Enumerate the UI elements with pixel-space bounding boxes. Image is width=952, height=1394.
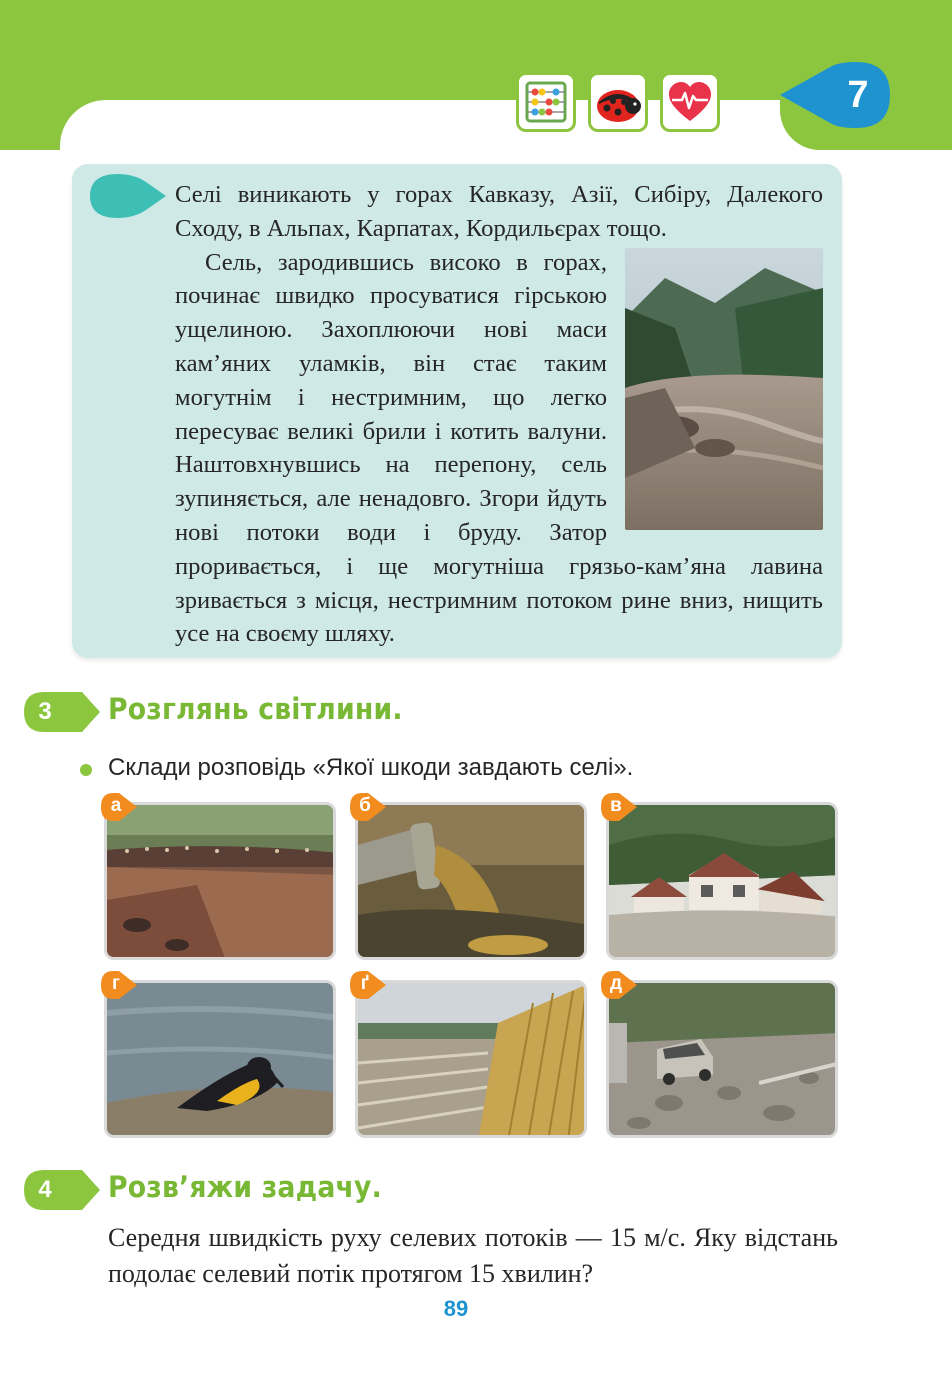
photo-label-g: г bbox=[112, 973, 120, 994]
bullet-icon bbox=[80, 764, 92, 776]
info-marker bbox=[88, 172, 168, 220]
task-3-instruction: Склади розповідь «Якої шкоди завдають селі». bbox=[108, 754, 634, 781]
info-text bbox=[175, 178, 823, 651]
photo-v bbox=[606, 802, 838, 960]
info-paragraph-1: Селі виникають у горах Кавказу, Азії, Сибіру, Далекого Сходу, в Альпах, Карпатах, Кордильєрах тощо. bbox=[175, 181, 823, 242]
chapter-number: 7 bbox=[847, 74, 869, 116]
mudflow-photo bbox=[625, 248, 823, 530]
photo-label-a: а bbox=[110, 795, 122, 816]
photo-label-d: д bbox=[609, 973, 623, 994]
page-number: 89 bbox=[443, 1296, 469, 1321]
task-4-number: 4 bbox=[38, 1176, 52, 1203]
photo-g bbox=[104, 980, 336, 1138]
task-3-title: Розглянь світлини. bbox=[108, 692, 403, 726]
abacus-icon bbox=[516, 72, 576, 132]
ladybug-icon bbox=[588, 72, 648, 132]
heart-pulse-icon bbox=[660, 72, 720, 132]
task-4-title: Розв’яжи задачу. bbox=[108, 1170, 382, 1204]
task-3-number: 3 bbox=[38, 698, 52, 725]
photo-b bbox=[355, 802, 587, 960]
info-paragraph-2: Сель, зародившись високо в горах, починає швидко просуватися гірською ущелиною. Захоплюючи нові маси кам’яних уламків, він стає таким могутнім і нестримним, що легко пересуває великі брили і котить валуни. Наштовхнувшись на перепону, сель зупиняється, але ненадовго. Згори йдуть нові потоки води і бруду. Затор проривається, і ще могутніша грязьо-кам’яна лавина зривається з місця, нестримним потоком рине вниз, нищить усе на своєму шляху. bbox=[175, 248, 823, 648]
photo-g-ukr bbox=[355, 980, 587, 1138]
photo-label-g-ukr: ґ bbox=[360, 973, 370, 994]
photo-a bbox=[104, 802, 336, 960]
task-4-problem: Середня швидкість руху селевих потоків — 15 м/с. Яку відстань подолає селевий потік протягом 15 хвилин? bbox=[108, 1223, 838, 1288]
photo-label-v: в bbox=[610, 795, 622, 816]
photo-d bbox=[606, 980, 838, 1138]
photo-label-b: б bbox=[359, 795, 371, 816]
